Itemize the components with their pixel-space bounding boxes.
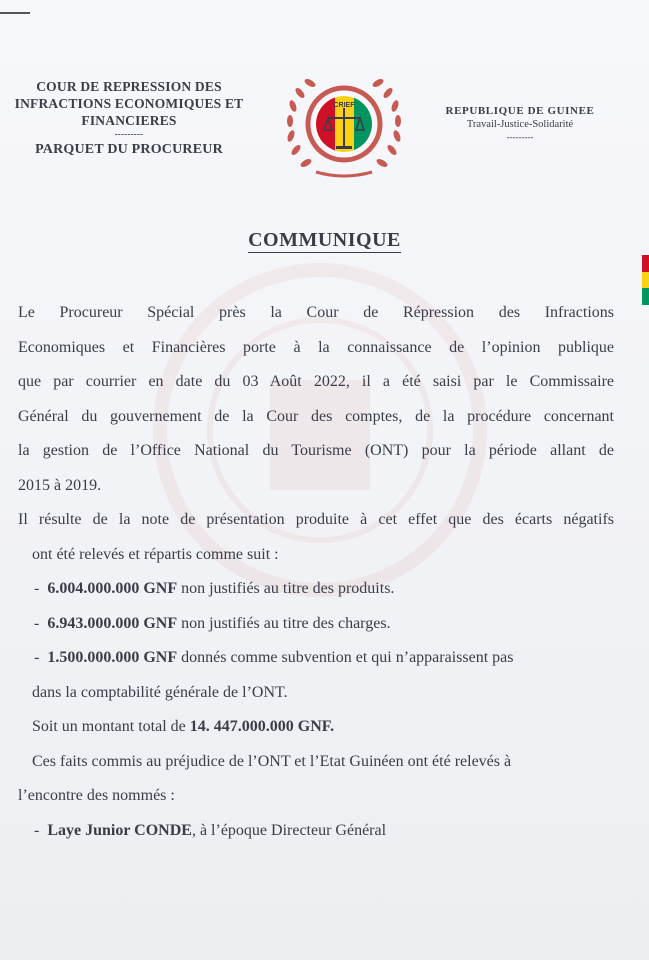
- paragraph1-line: Economiques et Financières porte à la connaissance de l’opinion publique: [18, 338, 614, 356]
- court-name-line2: INFRACTIONS ECONOMIQUES ET: [14, 96, 244, 111]
- emblem-text: CRIEF: [333, 102, 355, 109]
- paragraph1-line: Général du gouvernement de la Cour des comptes, de la procédure concernant: [18, 407, 614, 425]
- republic-header: [420, 105, 620, 142]
- crief-emblem: [282, 72, 406, 180]
- list-item: [18, 572, 614, 607]
- item-continuation: dans la comptabilité générale de l’ONT.: [32, 683, 288, 701]
- total-amount: 14. 447.000.000 GNF.: [189, 718, 335, 735]
- court-header: [0, 78, 258, 158]
- total-line: [18, 710, 614, 745]
- item-amount: 6.004.000.000 GNF: [47, 580, 178, 597]
- item-text: non justifiés au titre des produits.: [177, 580, 395, 597]
- person-item: [18, 814, 614, 849]
- paragraph3-line: l’encontre des nommés :: [18, 787, 175, 804]
- item-bullet: -: [34, 580, 40, 597]
- edge-line: [0, 12, 30, 14]
- national-motto: Travail-Justice-Solidarité: [466, 119, 574, 130]
- item-bullet: -: [34, 649, 40, 666]
- court-name-line3: FINANCIERES: [81, 113, 177, 128]
- document-title: [0, 229, 649, 252]
- republic-name: REPUBLIQUE DE GUINEE: [445, 105, 595, 117]
- person-name: Laye Junior CONDE: [47, 821, 192, 839]
- paragraph1-line: Le Procureur Spécial près la Cour de Répression des Infractions: [18, 304, 614, 321]
- person-role: , à l’époque Directeur Général: [191, 821, 387, 839]
- person-bullet: -: [34, 821, 40, 839]
- item-amount: 1.500.000.000 GNF: [47, 649, 178, 666]
- item-text: non justifiés au titre des charges.: [177, 614, 391, 632]
- item-text: donnés comme subvention et qui n’apparaissent pas: [177, 649, 514, 666]
- paragraph1-line: 2015 à 2019.: [18, 476, 102, 494]
- paragraph3-line: Ces faits commis au préjudice de l’ONT et l’Etat Guinéen ont été relevés à: [32, 752, 512, 770]
- right-separator: ---------: [506, 132, 534, 142]
- paragraph1-line: que par courrier en date du 03 Août 2022, il a été saisi par le Commissaire: [18, 373, 614, 390]
- parquet-title: PARQUET DU PROCUREUR: [35, 142, 223, 157]
- item-amount: 6.943.000.000 GNF: [47, 614, 178, 632]
- list-item: [18, 607, 614, 642]
- paragraph2-line: Il résulte de la note de présentation produite à cet effet que des écarts négatifs: [18, 511, 614, 528]
- total-prefix: Soit un montant total de: [32, 718, 190, 735]
- left-separator: ---------: [114, 129, 144, 139]
- paragraph2-line: ont été relevés et répartis comme suit :: [32, 545, 279, 563]
- item-bullet: -: [34, 614, 40, 632]
- list-item: [18, 641, 614, 676]
- flag-strip: [642, 255, 649, 305]
- communique-body: [18, 296, 614, 848]
- title-text: COMMUNIQUE: [248, 229, 401, 251]
- paragraph1-line: la gestion de l’Office National du Tourisme (ONT) pour la période allant de: [18, 442, 614, 459]
- court-name-line1: COUR DE REPRESSION DES: [36, 79, 222, 94]
